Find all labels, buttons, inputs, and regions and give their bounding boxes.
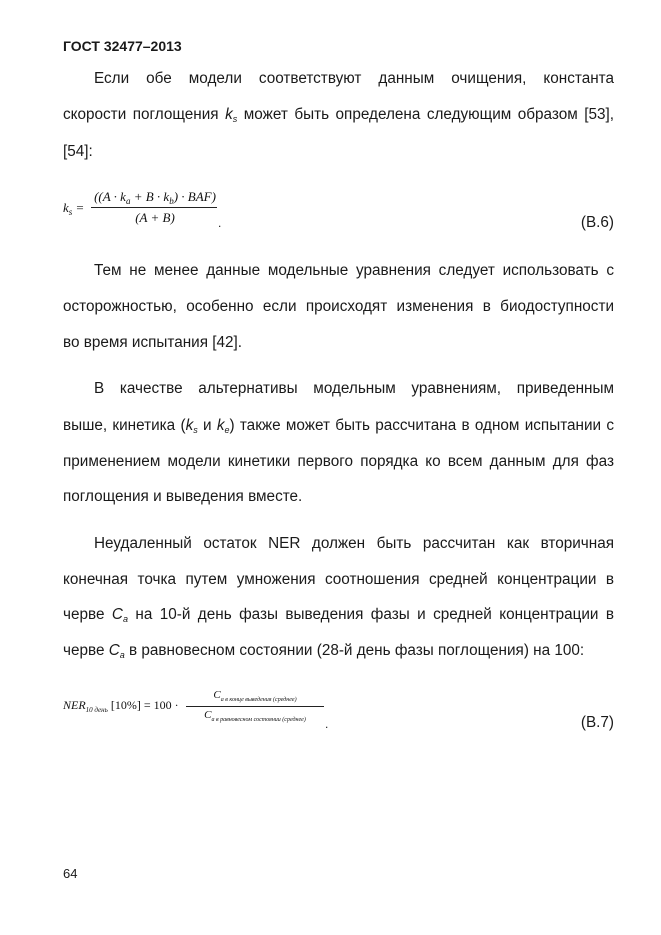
equation-b6-lhs: $k_s$ = (63, 200, 85, 217)
paragraph-4-line-1: Неудаленный остаток NER должен быть рассчитан как вторичная (94, 535, 614, 552)
equation-b7-fraction-bar (186, 706, 324, 707)
paragraph-3-line-4: поглощения и выведения вместе. (63, 488, 303, 505)
equation-b6-number: (В.6) (580, 214, 614, 231)
paragraph-4-line-4: черве $C_a$ в равновесном состоянии (28-й день фазы поглощения) на 100: (63, 642, 585, 660)
paragraph-2-line-1: Тем не менее данные модельные уравнения следует использовать с (94, 262, 614, 279)
paragraph-2-line-3: во время испытания [42]. (63, 334, 243, 351)
equation-b7-lhs: $NER_{10 день}$ [10%] = 100 · (63, 698, 179, 714)
equation-b6-period: . (218, 216, 222, 230)
paragraph-3-line-2: выше, кинетика ($k_s$ и $k_e$) также может быть рассчитана в одном испытании с (63, 417, 614, 435)
document-header: ГОСТ 32477–2013 (63, 38, 182, 54)
paragraph-4-line-2: конечная точка путем умножения соотношения средней концентрации в (63, 571, 614, 588)
paragraph-1-line-3: [54]: (63, 143, 93, 160)
equation-b7-denominator: $C_{a в равновесном состоянии (среднее)}$ (204, 709, 306, 723)
paragraph-3-line-3: применением модели кинетики первого порядка ко всем данным для фаз (63, 453, 614, 470)
equation-b7-period: . (325, 717, 329, 731)
paragraph-1-line-2: скорости поглощения $k_s$ может быть определена следующим образом [53], (63, 106, 615, 124)
equation-b7-numerator: $C_{a в конце выведения (среднее)}$ (213, 689, 297, 703)
paragraph-4-line-3: черве $C_a$ на 10-й день фазы выведения фазы и средней концентрации в (63, 606, 615, 624)
page-number: 64 (63, 866, 78, 881)
paragraph-1-line-1: Если обе модели соответствуют данным очищения, константа (94, 70, 614, 87)
paragraph-3-line-1: В качестве альтернативы модельным уравнениям, приведенным (94, 380, 614, 397)
equation-b6-denominator: (A + B) (135, 210, 175, 225)
paragraph-2-line-2: осторожностью, особенно если происходят изменения в биодоступности (63, 298, 614, 315)
equation-b6-fraction-bar (91, 207, 217, 208)
equation-b6-numerator: $((A \cdot k_a + B \cdot k_b) \cdot BAF)$ (94, 189, 216, 206)
equation-b7-number: (В.7) (580, 714, 614, 731)
